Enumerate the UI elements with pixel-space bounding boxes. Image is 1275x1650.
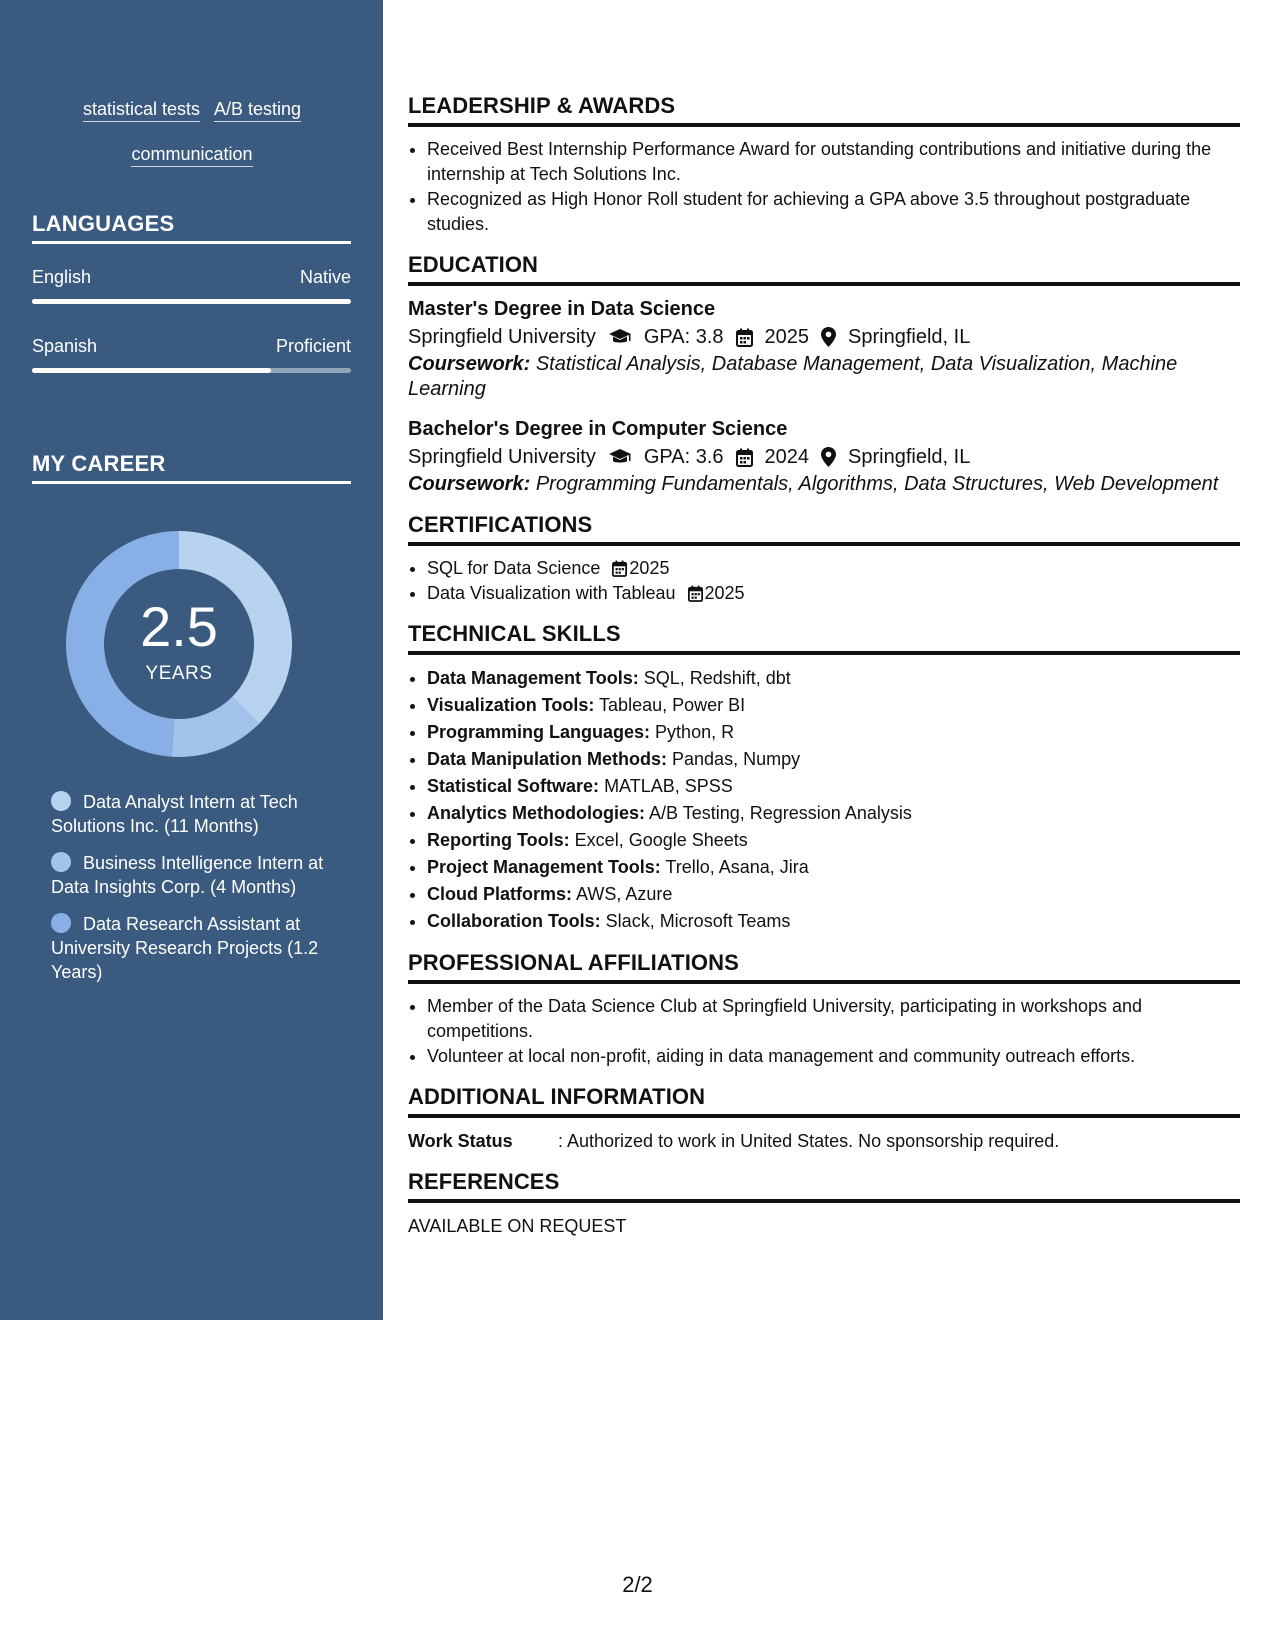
certification-item xyxy=(427,581,1240,606)
legend-dot xyxy=(51,913,71,933)
certification-year: 2025 xyxy=(704,583,745,603)
coursework-list: Programming Fundamentals, Algorithms, Data Structures, Web Development xyxy=(535,473,1219,495)
education-section xyxy=(408,251,1240,497)
language-bar-english xyxy=(32,299,351,304)
career-legend xyxy=(51,790,341,997)
education-meta xyxy=(408,442,1240,472)
section-title: REFERENCES xyxy=(408,1168,1240,1203)
languages-heading: LANGUAGES xyxy=(32,211,351,244)
career-heading: MY CAREER xyxy=(32,451,351,484)
gpa: GPA: 3.8 xyxy=(643,326,724,348)
technical-skills-section xyxy=(408,620,1240,935)
skill-category: Programming Languages: xyxy=(427,722,651,742)
work-status-value: : Authorized to work in United States. No sponsorship required. xyxy=(558,1131,1060,1151)
career-donut-chart xyxy=(66,531,292,757)
list-item: • Volunteer at local non-profit, aiding in data management and community outreach efforts. xyxy=(427,1044,1240,1069)
skill-item xyxy=(427,854,1240,881)
skill-item xyxy=(427,881,1240,908)
career-legend-label: Data Analyst Intern at Tech Solutions Inc. (11 Months) xyxy=(51,792,298,836)
list-item: • Member of the Data Science Club at Springfield University, participating in workshops and competitions. xyxy=(427,994,1240,1044)
affiliations-list xyxy=(408,994,1240,1069)
calendar-icon xyxy=(736,448,753,467)
skill-item xyxy=(427,773,1240,800)
calendar-icon xyxy=(688,585,703,602)
legend-dot xyxy=(51,852,71,872)
section-title: EDUCATION xyxy=(408,251,1240,286)
career-legend-item xyxy=(51,790,341,838)
legend-dot xyxy=(51,791,71,811)
language-name: Spanish xyxy=(32,336,98,356)
coursework xyxy=(408,352,1240,402)
affiliations-section xyxy=(408,949,1240,1069)
skill-values: SQL, Redshift, dbt xyxy=(643,668,791,688)
skill-item xyxy=(427,746,1240,773)
graduation-cap-icon xyxy=(608,328,632,346)
leadership-section xyxy=(408,92,1240,237)
skill-values: Trello, Asana, Jira xyxy=(665,857,809,877)
degree-title: Master's Degree in Data Science xyxy=(408,298,716,320)
career-legend-label: Business Intelligence Intern at Data Insights Corp. (4 Months) xyxy=(51,853,324,897)
work-status-label: Work Status xyxy=(408,1131,513,1151)
school-name: Springfield University xyxy=(408,326,596,348)
skill-tag: A/B testing xyxy=(214,98,301,122)
work-status-row xyxy=(408,1128,1240,1154)
skill-values: AWS, Azure xyxy=(576,884,673,904)
language-name: English xyxy=(32,267,92,287)
skill-category: Reporting Tools: xyxy=(427,830,570,850)
career-legend-label: Data Research Assistant at University Research Projects (1.2 Years) xyxy=(51,914,319,982)
skill-category: Data Manipulation Methods: xyxy=(427,749,667,769)
skill-item xyxy=(427,908,1240,935)
career-total-unit: YEARS xyxy=(145,663,213,684)
skill-item xyxy=(427,719,1240,746)
coursework xyxy=(408,472,1240,497)
skill-item xyxy=(427,827,1240,854)
education-entry xyxy=(408,296,1240,402)
language-level: Proficient xyxy=(275,336,351,356)
additional-info-section xyxy=(408,1083,1240,1154)
coursework-label: Coursework: xyxy=(408,473,531,495)
skill-category: Collaboration Tools: xyxy=(427,911,601,931)
main-content xyxy=(408,92,1240,1253)
calendar-icon xyxy=(612,560,627,577)
skill-values: Excel, Google Sheets xyxy=(574,830,748,850)
certifications-section xyxy=(408,511,1240,606)
career-legend-item xyxy=(51,912,341,984)
graduation-year: 2025 xyxy=(764,326,810,348)
section-title: CERTIFICATIONS xyxy=(408,511,1240,546)
skill-category: Analytics Methodologies: xyxy=(427,803,646,823)
skills-tag-list xyxy=(32,88,352,178)
skill-values: Python, R xyxy=(655,722,735,742)
skill-item xyxy=(427,665,1240,692)
skill-values: A/B Testing, Regression Analysis xyxy=(649,803,912,823)
skill-item xyxy=(427,800,1240,827)
list-item: • Recognized as High Honor Roll student for achieving a GPA above 3.5 throughout postgraduate studies. xyxy=(427,187,1240,237)
section-title: TECHNICAL SKILLS xyxy=(408,620,1240,655)
career-total-value: 2.5 xyxy=(140,595,218,658)
coursework-list: Statistical Analysis, Database Management, Data Visualization, Machine Learning xyxy=(408,353,1178,400)
leadership-list xyxy=(408,137,1240,237)
certification-year: 2025 xyxy=(629,558,670,578)
section-title: LEADERSHIP & AWARDS xyxy=(408,92,1240,127)
certification-name: • SQL for Data Science xyxy=(427,558,601,578)
skill-values: Slack, Microsoft Teams xyxy=(605,911,791,931)
language-row-english xyxy=(32,267,351,288)
coursework-label: Coursework: xyxy=(408,353,531,375)
education-entry xyxy=(408,416,1240,497)
skill-category: Cloud Platforms: xyxy=(427,884,573,904)
school-location: Springfield, IL xyxy=(848,446,971,468)
calendar-icon xyxy=(736,328,753,347)
language-level: Native xyxy=(299,267,351,287)
references-section xyxy=(408,1168,1240,1239)
degree-title: Bachelor's Degree in Computer Science xyxy=(408,418,788,440)
skill-category: Statistical Software: xyxy=(427,776,600,796)
page-number: 2/2 xyxy=(622,1572,653,1597)
skill-category: Project Management Tools: xyxy=(427,857,661,877)
technical-skills-list xyxy=(408,665,1240,935)
certification-name: • Data Visualization with Tableau xyxy=(427,583,676,603)
language-bar-fill xyxy=(32,299,351,304)
location-pin-icon xyxy=(821,327,836,347)
language-row-spanish xyxy=(32,336,351,357)
skill-tag: communication xyxy=(131,143,252,167)
certifications-list xyxy=(408,556,1240,606)
career-legend-item xyxy=(51,851,341,899)
skill-category: Visualization Tools: xyxy=(427,695,595,715)
list-item: • Received Best Internship Performance Award for outstanding contributions and initiative during the internship at Tech Solutions Inc. xyxy=(427,137,1240,187)
sidebar xyxy=(0,0,383,1320)
references-text: AVAILABLE ON REQUEST xyxy=(408,1216,627,1236)
skill-values: Tableau, Power BI xyxy=(599,695,746,715)
career-total xyxy=(66,531,292,757)
language-bar-spanish xyxy=(32,368,351,373)
graduation-year: 2024 xyxy=(764,446,810,468)
language-bar-fill xyxy=(32,368,271,373)
school-location: Springfield, IL xyxy=(848,326,971,348)
section-title: PROFESSIONAL AFFILIATIONS xyxy=(408,949,1240,984)
certification-item xyxy=(427,556,1240,581)
section-title: ADDITIONAL INFORMATION xyxy=(408,1083,1240,1118)
location-pin-icon xyxy=(821,447,836,467)
skill-category: Data Management Tools: xyxy=(427,668,639,688)
school-name: Springfield University xyxy=(408,446,596,468)
education-meta xyxy=(408,322,1240,352)
skill-values: MATLAB, SPSS xyxy=(604,776,733,796)
skill-values: Pandas, Numpy xyxy=(672,749,801,769)
graduation-cap-icon xyxy=(608,448,632,466)
skill-tag: statistical tests xyxy=(83,98,200,122)
skill-item xyxy=(427,692,1240,719)
gpa: GPA: 3.6 xyxy=(643,446,724,468)
